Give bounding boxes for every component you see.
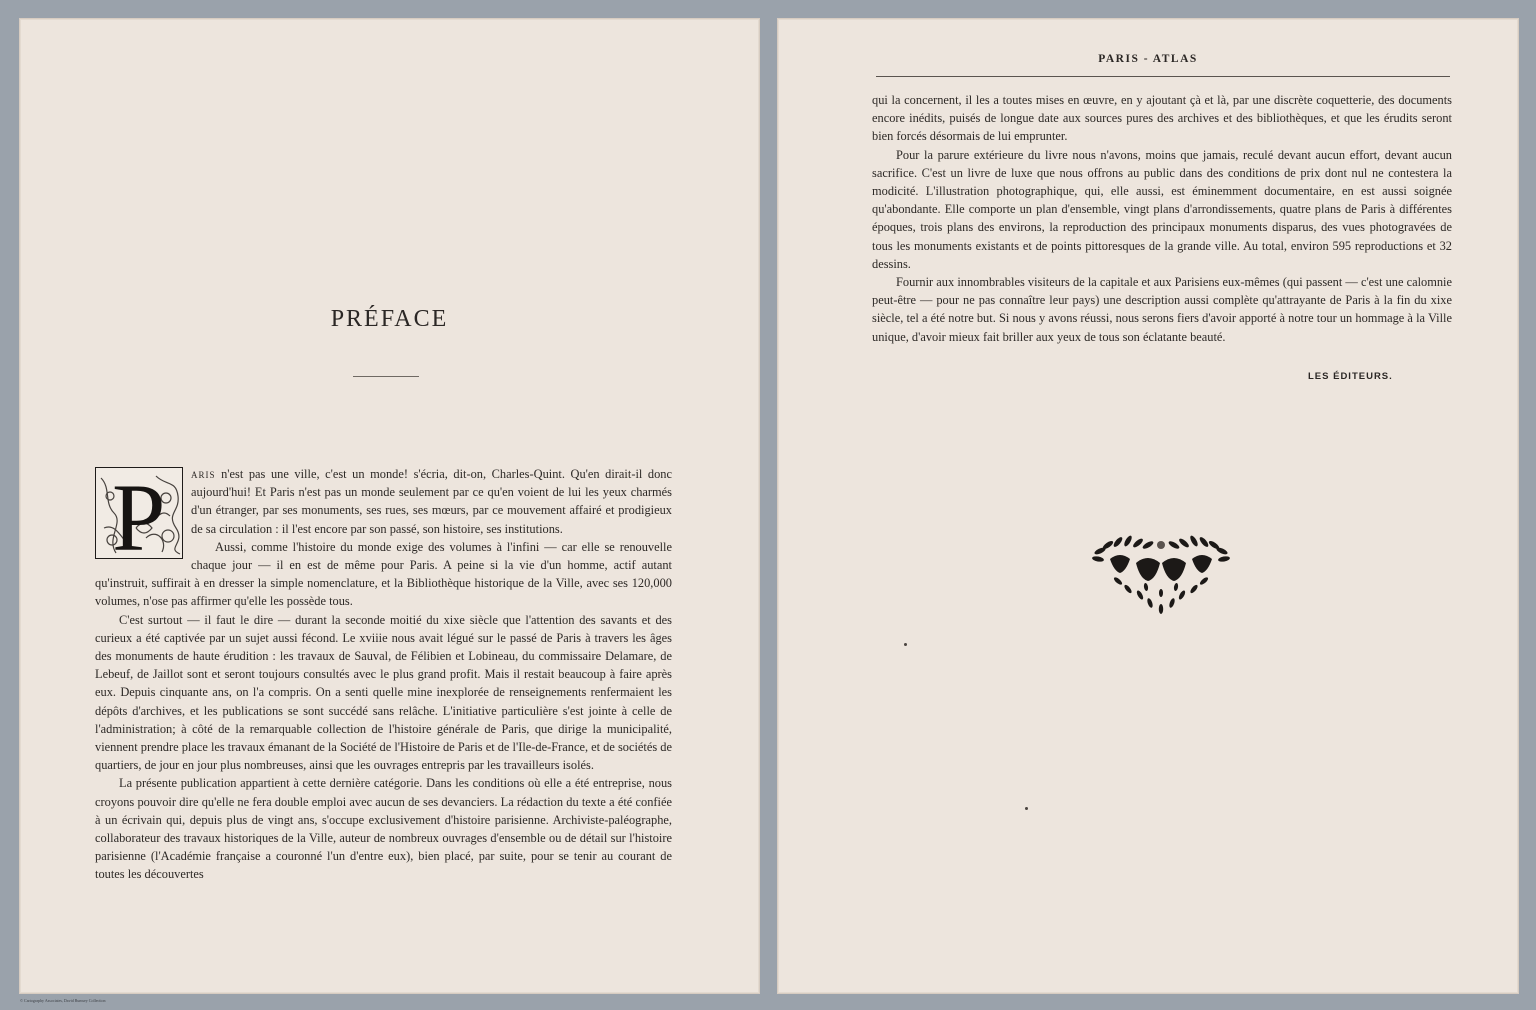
paper-speck bbox=[904, 643, 907, 646]
left-page-body bbox=[95, 465, 672, 884]
decorative-dropcap-icon bbox=[95, 467, 183, 559]
paragraph-3: C'est surtout — il faut le dire — durant la seconde moitié du xixe siècle que l'attention des savants et des curieux a été captivée par un sujet aussi fécond. Le xviiie nous avait légué sur le passé de Paris à travers les âges des monuments de haute érudition : les travaux de Sauval, de Félibien et Lobineau, du commissaire Delamare, de Lebeuf, de Jaillot sont et seront toujours consultés avec le plus grand profit. Mais il restait beaucoup à faire après eux. Depuis cinquante ans, on l'a compris. On a senti quelle mine inexplorée de renseignements renfermaient les dépôts d'archives, et les publications se sont succédé sans relâche. L'initiative particulière s'est jointe à celle de l'administration; à côté de la remarquable collection de l'histoire générale de Paris, que dirige la municipalité, viennent prendre place les travaux émanant de la Société de l'Histoire de Paris et de l'Ile-de-France, et de sociétés de quartiers, de jour en jour plus nombreuses, ainsi que les ouvrages entrepris par les travailleurs isolés. bbox=[95, 612, 672, 773]
page-title: PRÉFACE bbox=[330, 306, 449, 333]
paragraph-continued: qui la concernent, il les a toutes mises en œuvre, en y ajoutant çà et là, par une discrète coquetterie, des documents encore inédits, puisés de longue date aux sources pures des archives et des bibliothèques, et que les érudits seront bien forcés désormais de lui emprunter. bbox=[872, 93, 1452, 144]
floral-ornament-icon bbox=[1088, 533, 1234, 622]
paragraph-4: La présente publication appartient à cette dernière catégorie. Dans les conditions où elle a été entreprise, nous croyons pouvoir dire qu'elle ne fera double emploi avec aucun de ses devanciers. La rédaction du texte a été confiée à un écrivain qui, depuis plus de vingt ans, s'occupe exclusivement d'histoire parisienne. Archiviste-paléographe, collaborateur des travaux historiques de la Ville, auteur de nombreux ouvrages d'ensemble ou de détail sur l'histoire parisienne (l'Académie française a couronné l'un d'entre eux), bien placé, par suite, pour se tenir au courant de toutes les découvertes bbox=[95, 776, 672, 882]
paragraph-fournir: Fournir aux innombrables visiteurs de la capitale et aux Parisiens eux-mêmes (qui passent — c'est une calomnie peut-être — pour ne pas connaître leur pays) une description aussi complète qu'attrayante de Paris à la fin du xixe siècle, tel a été notre but. Si nous y avons réussi, nous serons fiers d'avoir apporté à notre tour un hommage à la Ville unique, d'avoir mieux fait briller aux yeux de tous son éclatante beauté. bbox=[872, 275, 1452, 344]
first-word-rest: aris bbox=[191, 467, 216, 481]
right-page bbox=[778, 19, 1518, 993]
title-rule bbox=[353, 376, 419, 377]
header-rule bbox=[876, 76, 1450, 77]
collection-credit: © Cartography Associates, David Rumsey Collection bbox=[20, 998, 106, 1003]
paragraph-2: Aussi, comme l'histoire du monde exige des volumes à l'infini — car elle se renouvelle chaque jour — il en est de même pour Paris. A peine si la vie d'un homme, actif autant qu'instruit, suffirait à en dresser la simple nomenclature, et la Bibliothèque historique de la Ville, avec ses 120,000 volumes, n'ose pas affirmer qu'elle les possède tous. bbox=[95, 539, 672, 609]
left-page bbox=[20, 19, 759, 993]
paragraph-parure: Pour la parure extérieure du livre nous n'avons, moins que jamais, reculé devant aucun effort, devant aucun sacrifice. C'est un livre de luxe que nous offrons au public dans des conditions de prix dont nul ne contestera la modicité. L'illustration photographique, qui, elle aussi, est éminemment documentaire, en est aussi soignée qu'abondante. Elle comporte un plan d'ensemble, vingt plans d'arrondissements, quatre plans de Paris à différentes époques, trois plans des environs, la reproduction des principaux monuments disparus, des vues photogravées de tous les monuments existants et de points pittoresques de la grande ville. Au total, environ 595 reproductions et 32 dessins. bbox=[872, 147, 1452, 271]
right-page-body bbox=[872, 91, 1452, 346]
signature: LES ÉDITEURS. bbox=[1308, 371, 1393, 382]
svg-text:P: P bbox=[112, 468, 166, 560]
paper-speck bbox=[1025, 807, 1028, 810]
paragraph-1: P aris n'est pas une ville, c'est un monde! s'écria, dit-on, Charles-Quint. Qu'en dirait-il donc aujourd'hui! Et Paris n'est pas un monde seulement par ce qu'en voient de lui les yeux charmés d'un étranger, par ses monuments, ses rues, ses mœurs, par ce mouvement affairé et prodigieux de sa circulation : il l'est encore par son passé, son histoire, ses institutions. bbox=[95, 465, 672, 538]
running-head: PARIS - ATLAS bbox=[1098, 53, 1198, 65]
